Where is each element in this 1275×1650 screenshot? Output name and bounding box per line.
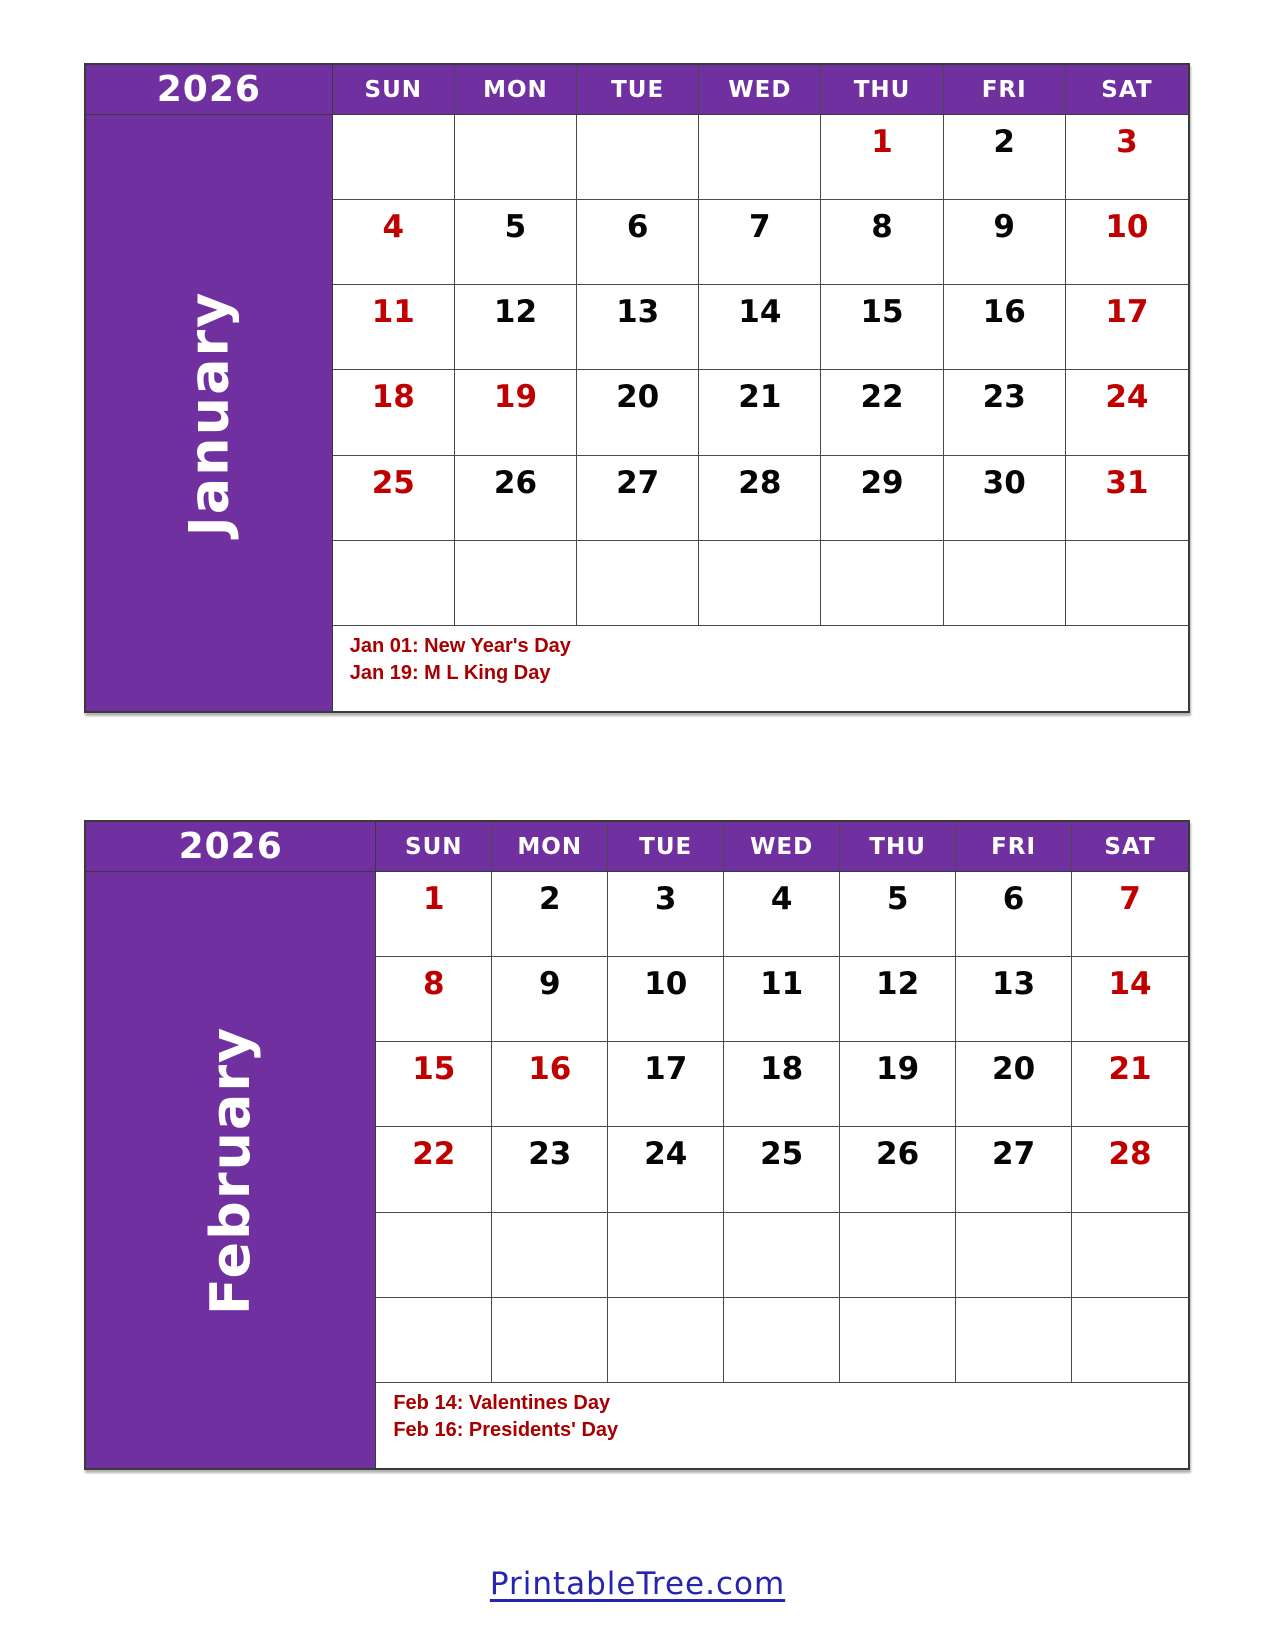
day-cell (608, 1213, 724, 1298)
day-cell: 6 (577, 200, 699, 285)
day-cell: 21 (699, 370, 821, 455)
day-cell (1066, 541, 1188, 626)
day-cell: 5 (455, 200, 577, 285)
day-cell (333, 541, 455, 626)
day-cell-weekend: 31 (1066, 456, 1188, 541)
weekday-thu: THU (821, 65, 943, 114)
day-cell-weekend: 11 (333, 285, 455, 370)
day-cell-holiday: 1 (821, 115, 943, 200)
day-cell (577, 541, 699, 626)
day-cell: 29 (821, 456, 943, 541)
day-cell (455, 541, 577, 626)
day-cell (944, 541, 1066, 626)
day-cell-weekend: 15 (376, 1042, 492, 1127)
holiday-note: Feb 14: Valentines Day (393, 1392, 611, 1414)
day-cell (492, 1298, 608, 1383)
day-cell (333, 115, 455, 200)
site-link[interactable]: PrintableTree.com (489, 1566, 786, 1602)
day-cell: 13 (577, 285, 699, 370)
day-cell: 4 (724, 872, 840, 957)
day-cell (840, 1298, 956, 1383)
weekday-fri: FRI (944, 65, 1066, 114)
day-cell: 22 (821, 370, 943, 455)
day-cell (376, 1213, 492, 1298)
weekday-fri: FRI (956, 822, 1072, 871)
day-cell: 27 (956, 1127, 1072, 1212)
day-cell-weekend: 25 (333, 456, 455, 541)
january-sidebar (86, 65, 333, 711)
day-cell: 2 (492, 872, 608, 957)
february-sidebar (86, 822, 376, 1468)
day-cell: 11 (724, 957, 840, 1042)
day-cell (1072, 1298, 1188, 1383)
day-cell: 13 (956, 957, 1072, 1042)
february-month-label: February (199, 1025, 263, 1315)
day-cell: 2 (944, 115, 1066, 200)
february-weekday-header (376, 822, 1188, 872)
day-cell: 26 (455, 456, 577, 541)
weekday-sun: SUN (376, 822, 492, 871)
day-cell: 25 (724, 1127, 840, 1212)
holiday-note: Jan 01: New Year's Day (349, 635, 571, 657)
holiday-note: Jan 19: M L King Day (349, 662, 551, 684)
holiday-note: Feb 16: Presidents' Day (393, 1419, 619, 1441)
day-cell: 23 (944, 370, 1066, 455)
january-holiday-notes (333, 626, 1188, 711)
weekday-sat: SAT (1101, 76, 1153, 103)
weekday-wed: WED (724, 822, 840, 871)
day-cell: 6 (956, 872, 1072, 957)
day-cell: 27 (577, 456, 699, 541)
day-cell-weekend: 18 (333, 370, 455, 455)
day-cell: 17 (608, 1042, 724, 1127)
day-cell: 7 (699, 200, 821, 285)
day-cell: 20 (956, 1042, 1072, 1127)
day-cell (724, 1298, 840, 1383)
day-cell: 12 (455, 285, 577, 370)
day-cell: 5 (840, 872, 956, 957)
day-cell (699, 115, 821, 200)
weekday-wed: WED (699, 65, 821, 114)
day-cell-weekend: 24 (1066, 370, 1188, 455)
day-cell-weekend: 8 (376, 957, 492, 1042)
day-cell (956, 1213, 1072, 1298)
day-cell: 23 (492, 1127, 608, 1212)
day-cell: 20 (577, 370, 699, 455)
february-holiday-notes (376, 1383, 1188, 1468)
weekday-mon: MON (492, 822, 608, 871)
weekday-tue: TUE (608, 822, 724, 871)
day-cell-holiday: 19 (455, 370, 577, 455)
day-cell: 9 (492, 957, 608, 1042)
day-cell-weekend: 22 (376, 1127, 492, 1212)
day-cell: 9 (944, 200, 1066, 285)
weekday-mon: MON (455, 65, 577, 114)
day-cell: 12 (840, 957, 956, 1042)
february-calendar (84, 820, 1190, 1470)
january-day-grid (333, 115, 1188, 626)
day-cell: 19 (840, 1042, 956, 1127)
day-cell-holiday: 16 (492, 1042, 608, 1127)
day-cell (376, 1298, 492, 1383)
day-cell: 28 (699, 456, 821, 541)
january-grid-area (333, 65, 1188, 711)
page-footer (0, 1566, 1275, 1602)
day-cell (608, 1298, 724, 1383)
january-calendar (84, 63, 1190, 713)
january-year-badge: 2026 (86, 65, 332, 115)
day-cell (492, 1213, 608, 1298)
february-grid-area (376, 822, 1188, 1468)
february-day-grid (376, 872, 1188, 1383)
day-cell-weekend: 1 (376, 872, 492, 957)
weekday-thu: THU (840, 822, 956, 871)
january-month-label: January (177, 290, 241, 536)
day-cell-weekend: 3 (1066, 115, 1188, 200)
weekday-tue: TUE (577, 65, 699, 114)
january-weekday-header (333, 65, 1188, 115)
day-cell-weekend: 10 (1066, 200, 1188, 285)
february-month-box (86, 872, 375, 1468)
weekday-sat: SAT (1104, 833, 1156, 860)
day-cell (455, 115, 577, 200)
february-year-badge: 2026 (86, 822, 375, 872)
day-cell (577, 115, 699, 200)
day-cell-weekend: 17 (1066, 285, 1188, 370)
day-cell (956, 1298, 1072, 1383)
weekday-sun: SUN (333, 65, 455, 114)
day-cell: 3 (608, 872, 724, 957)
day-cell-weekend: 28 (1072, 1127, 1188, 1212)
day-cell (699, 541, 821, 626)
day-cell: 15 (821, 285, 943, 370)
day-cell-holiday: 14 (1072, 957, 1188, 1042)
day-cell: 30 (944, 456, 1066, 541)
day-cell (840, 1213, 956, 1298)
day-cell: 14 (699, 285, 821, 370)
day-cell: 10 (608, 957, 724, 1042)
day-cell: 18 (724, 1042, 840, 1127)
day-cell: 16 (944, 285, 1066, 370)
day-cell (821, 541, 943, 626)
day-cell (1072, 1213, 1188, 1298)
january-month-box (86, 115, 332, 711)
day-cell: 26 (840, 1127, 956, 1212)
day-cell-weekend: 21 (1072, 1042, 1188, 1127)
day-cell (724, 1213, 840, 1298)
day-cell: 24 (608, 1127, 724, 1212)
day-cell-weekend: 7 (1072, 872, 1188, 957)
day-cell: 8 (821, 200, 943, 285)
day-cell-weekend: 4 (333, 200, 455, 285)
